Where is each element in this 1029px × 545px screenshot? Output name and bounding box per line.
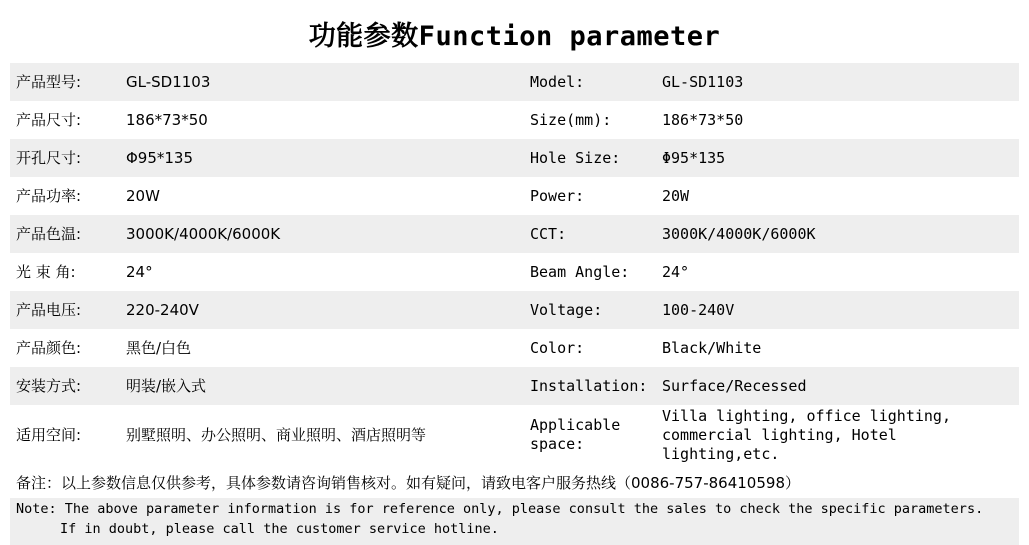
- en-value-hole-size: Φ95*135: [658, 139, 1019, 177]
- cn-label-color: 产品颜色:: [10, 329, 120, 367]
- en-label-cct: CCT:: [516, 215, 658, 253]
- en-value-size: 186*73*50: [658, 101, 1019, 139]
- page-title: 功能参数Function parameter: [308, 21, 721, 52]
- en-value-beam-angle: 24°: [658, 253, 1019, 291]
- en-label-applicable-space: Applicable space:: [516, 405, 658, 465]
- en-value-voltage: 100-240V: [658, 291, 1019, 329]
- en-label-size: Size(mm):: [516, 101, 658, 139]
- cn-value-hole-size: Φ95*135: [120, 139, 516, 177]
- cn-value-beam-angle: 24°: [120, 253, 516, 291]
- cn-value-installation: 明装/嵌入式: [120, 367, 516, 405]
- table-row: [10, 63, 1019, 101]
- en-value-applicable-space: Villa lighting, office lighting, commercial lighting, Hotel lighting,etc.: [658, 405, 1019, 465]
- cn-value-applicable-space: 别墅照明、办公照明、商业照明、酒店照明等: [120, 405, 516, 465]
- cn-value-color: 黑色/白色: [120, 329, 516, 367]
- note-english-line1: Note: The above parameter information is for reference only, please consult the sales to check the specific parameters.: [16, 501, 984, 518]
- table-row: [10, 177, 1019, 215]
- cn-label-cct: 产品色温:: [10, 215, 120, 253]
- cn-label-applicable-space: 适用空间:: [10, 405, 120, 465]
- en-label-model: Model:: [516, 63, 658, 101]
- cn-value-cct: 3000K/4000K/6000K: [120, 215, 516, 253]
- table-row: [10, 215, 1019, 253]
- cn-label-power: 产品功率:: [10, 177, 120, 215]
- table-row: [10, 405, 1019, 465]
- en-value-cct: 3000K/4000K/6000K: [658, 215, 1019, 253]
- cn-label-installation: 安装方式:: [10, 367, 120, 405]
- table-row: [10, 329, 1019, 367]
- en-label-beam-angle: Beam Angle:: [516, 253, 658, 291]
- en-label-hole-size: Hole Size:: [516, 139, 658, 177]
- cn-label-voltage: 产品电压:: [10, 291, 120, 329]
- cn-label-hole-size: 开孔尺寸:: [10, 139, 120, 177]
- table-row: [10, 253, 1019, 291]
- table-row: [10, 367, 1019, 405]
- note-chinese: 备注：以上参数信息仅供参考，具体参数请咨询销售核对。如有疑问，请致电客户服务热线（0086-757-86410598）: [10, 465, 1019, 498]
- cn-value-size: 186*73*50: [120, 101, 516, 139]
- cn-label-model: 产品型号:: [10, 63, 120, 101]
- table-row: [10, 101, 1019, 139]
- en-value-model: GL-SD1103: [658, 63, 1019, 101]
- specification-table: [10, 63, 1019, 465]
- table-row: [10, 291, 1019, 329]
- cn-value-voltage: 220-240V: [120, 291, 516, 329]
- cn-value-model: GL-SD1103: [120, 63, 516, 101]
- en-label-voltage: Voltage:: [516, 291, 658, 329]
- table-row: [10, 139, 1019, 177]
- cn-label-size: 产品尺寸:: [10, 101, 120, 139]
- note-english-line2: If in doubt, please call the customer service hotline.: [60, 520, 499, 537]
- cn-value-power: 20W: [120, 177, 516, 215]
- en-label-color: Color:: [516, 329, 658, 367]
- en-value-color: Black/White: [658, 329, 1019, 367]
- en-label-power: Power:: [516, 177, 658, 215]
- cn-label-beam-angle: 光 束 角:: [10, 253, 120, 291]
- en-label-installation: Installation:: [516, 367, 658, 405]
- note-english: [10, 498, 1019, 545]
- en-value-installation: Surface/Recessed: [658, 367, 1019, 405]
- en-value-power: 20W: [658, 177, 1019, 215]
